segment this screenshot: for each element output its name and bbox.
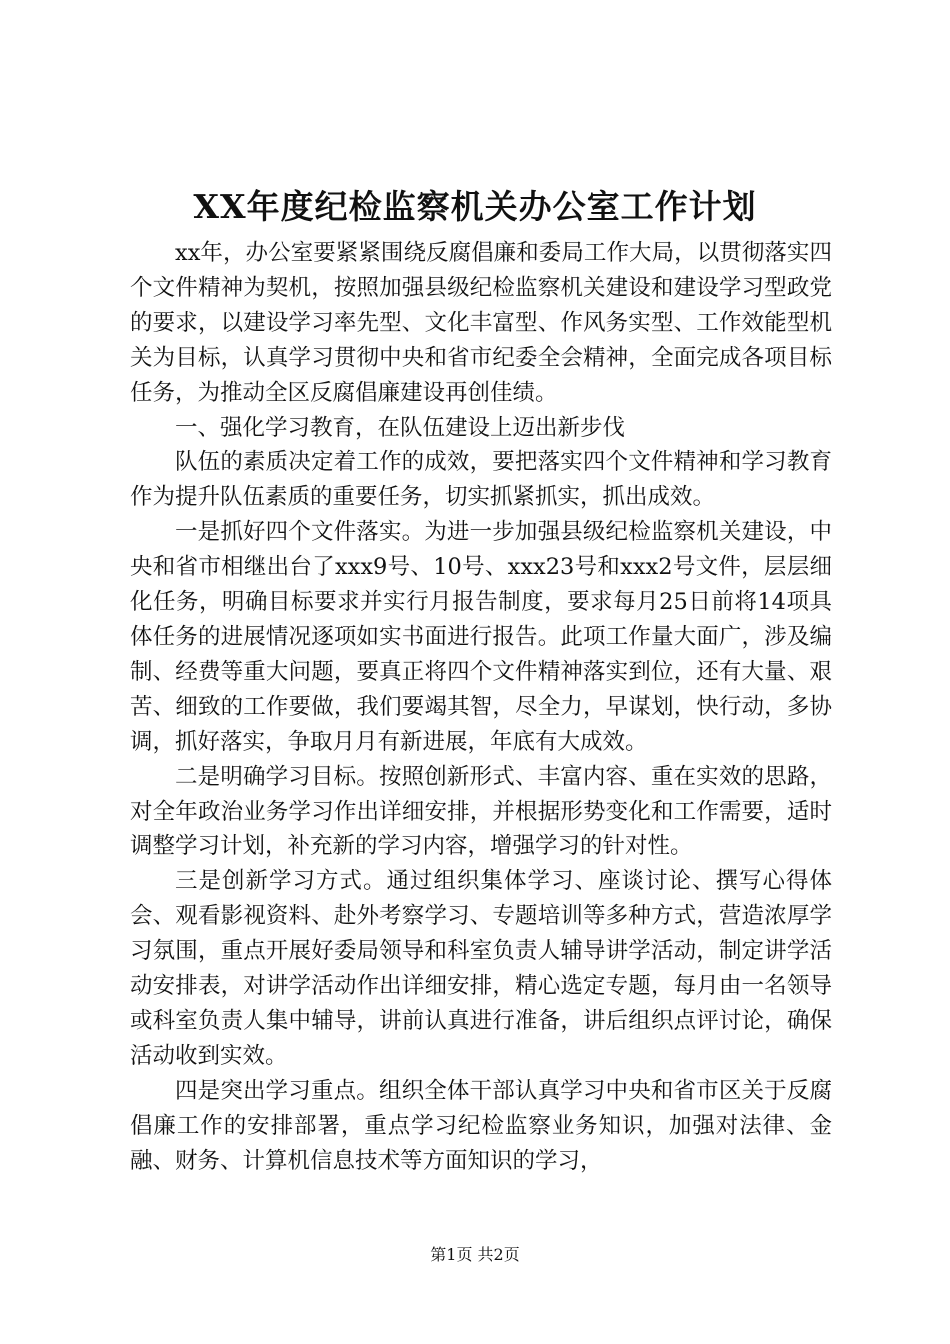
- paragraph-item-4: 四是突出学习重点。组织全体干部认真学习中央和省市区关于反腐倡廉工作的安排部署，重点学习纪检监察业务知识，加强对法律、金融、财务、计算机信息技术等方面知识的学习，: [130, 1077, 832, 1174]
- document-title: XX年度纪检监察机关办公室工作计划: [193, 187, 757, 226]
- paragraph-item-1: 一是抓好四个文件落实。为进一步加强县级纪检监察机关建设，中央和省市相继出台了xxx9号、10号、xxx23号和xxx2号文件，层层细化任务，明确目标要求并实行月报告制度，要求每月25日前将14项具体任务的进展情况逐项如实书面进行报告。此项工作量大面广，涉及编制、经费等重大问题，要真正将四个文件精神落实到位，还有大量、艰苦、细致的工作要做，我们要竭其智，尽全力，早谋划，快行动，多协调，抓好落实，争取月月有新进展，年底有大成效。: [130, 519, 832, 755]
- paragraph-intro: xx年，办公室要紧紧围绕反腐倡廉和委局工作大局，以贯彻落实四个文件精神为契机，按照加强县级纪检监察机关建设和建设学习型政党的要求，以建设学习率先型、文化丰富型、作风务实型、工作效能型机关为目标，认真学习贯彻中央和省市纪委全会精神，全面完成各项目标任务，为推动全区反腐倡廉建设再创佳绩。: [130, 240, 832, 406]
- document-body: [130, 236, 832, 1178]
- paragraph-item-3: 三是创新学习方式。通过组织集体学习、座谈讨论、撰写心得体会、观看影视资料、赴外考察学习、专题培训等多种方式，营造浓厚学习氛围，重点开展好委局领导和科室负责人辅导讲学活动，制定讲学活动安排表，对讲学活动作出详细安排，精心选定专题，每月由一名领导或科室负责人集中辅导，讲前认真进行准备，讲后组织点评讨论，确保活动收到实效。: [130, 868, 832, 1069]
- paragraph-item-2: 二是明确学习目标。按照创新形式、丰富内容、重在实效的思路，对全年政治业务学习作出详细安排，并根据形势变化和工作需要，适时调整学习计划，补充新的学习内容，增强学习的针对性。: [130, 763, 832, 860]
- page-number-footer: 第1页 共2页: [430, 1245, 520, 1264]
- paragraph-team-quality: 队伍的素质决定着工作的成效，要把落实四个文件精神和学习教育作为提升队伍素质的重要任务，切实抓紧抓实，抓出成效。: [130, 449, 832, 511]
- section-heading-1: 一、强化学习教育，在队伍建设上迈出新步伐: [175, 414, 626, 441]
